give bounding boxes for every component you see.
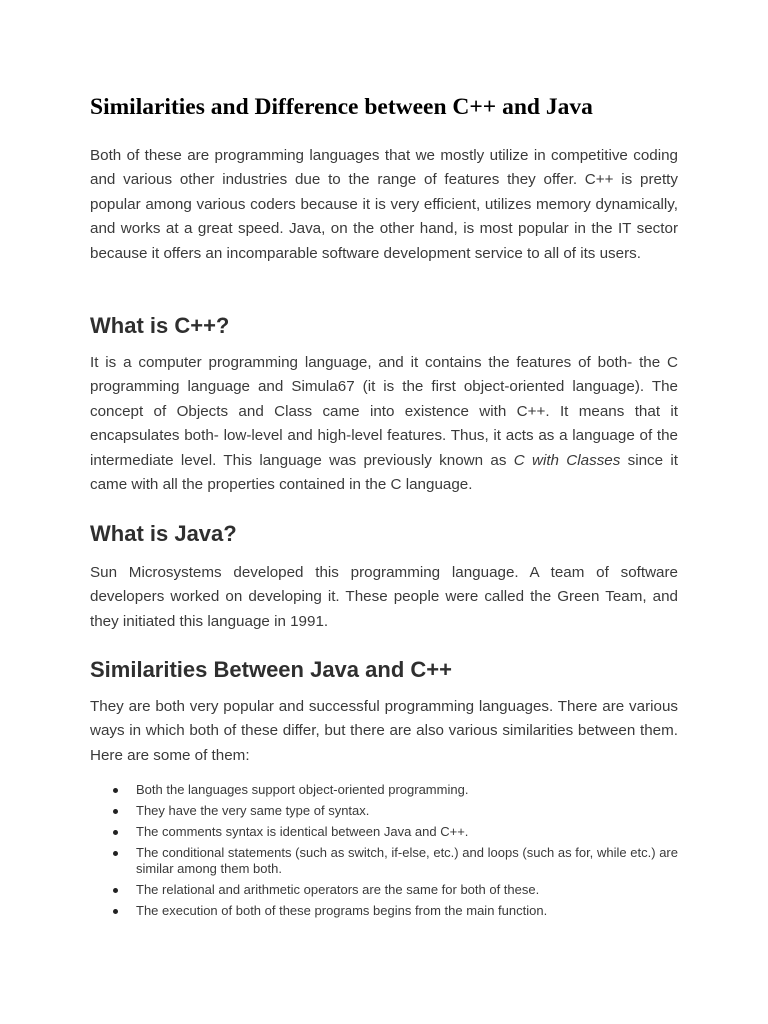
- list-item: [90, 782, 678, 798]
- section-body-similarities: They are both very popular and successful programming languages. There are various ways in which both of these differ, but there are also various similarities between them. Here are some of them:: [90, 698, 678, 764]
- bullet-icon: [113, 809, 118, 814]
- bullet-icon: [113, 788, 118, 793]
- bullet-icon: [113, 830, 118, 835]
- section-heading-what-is-java: What is Java?: [90, 521, 237, 546]
- section-heading-similarities: Similarities Between Java and C++: [90, 657, 452, 682]
- bullet-icon: [113, 909, 118, 914]
- list-item: [90, 824, 678, 840]
- list-item: [90, 903, 678, 919]
- similarities-list: [90, 782, 678, 924]
- list-item: [90, 882, 678, 898]
- list-item: [90, 803, 678, 819]
- list-item-text: They have the very same type of syntax.: [136, 802, 370, 818]
- list-item: [90, 845, 678, 876]
- bullet-icon: [113, 888, 118, 893]
- document-title: Similarities and Difference between C++ and Java: [90, 94, 593, 120]
- section-body-what-is-java: Sun Microsystems developed this programming language. A team of software developers worked on developing it. These people were called the Green Team, and they initiated this language in 1991.: [90, 564, 678, 630]
- bullet-icon: [113, 851, 118, 856]
- cpp-italic-text: C with Classes: [513, 451, 621, 469]
- list-item-text: Both the languages support object-oriented programming.: [136, 782, 469, 797]
- list-item-text: The execution of both of these programs begins from the main function.: [136, 902, 548, 918]
- section-heading-what-is-cpp: What is C++?: [90, 313, 230, 338]
- cpp-body-text-end: since it came with all the properties contained in the C language.: [90, 451, 678, 494]
- list-item-text: The comments syntax is identical between Java and C++.: [136, 823, 469, 839]
- intro-paragraph: Both of these are programming languages that we mostly utilize in competitive coding and various other industries due to the range of features they offer. C++ is pretty popular among various coders because it is very efficient, utilizes memory dynamically, and works at a great speed. Java, on the other hand, is most popular in the IT sector because it offers an incomparable software development service to all of its users.: [90, 147, 678, 262]
- cpp-body-text: It is a computer programming language, and it contains the features of both- the C programming language and Simula67 (it is the first object-oriented language). The concept of Objects and Class came into existence with C++. It means that it encapsulates both- low-level and high-level features. Thus, it acts as a language of the intermediate level. This language was previously known as: [90, 354, 678, 469]
- list-item-text: The relational and arithmetic operators are the same for both of these.: [136, 881, 540, 897]
- section-body-what-is-cpp: [90, 351, 678, 497]
- list-item-text: The conditional statements (such as switch, if-else, etc.) and loops (such as for, while etc.) are similar among them both.: [136, 844, 678, 876]
